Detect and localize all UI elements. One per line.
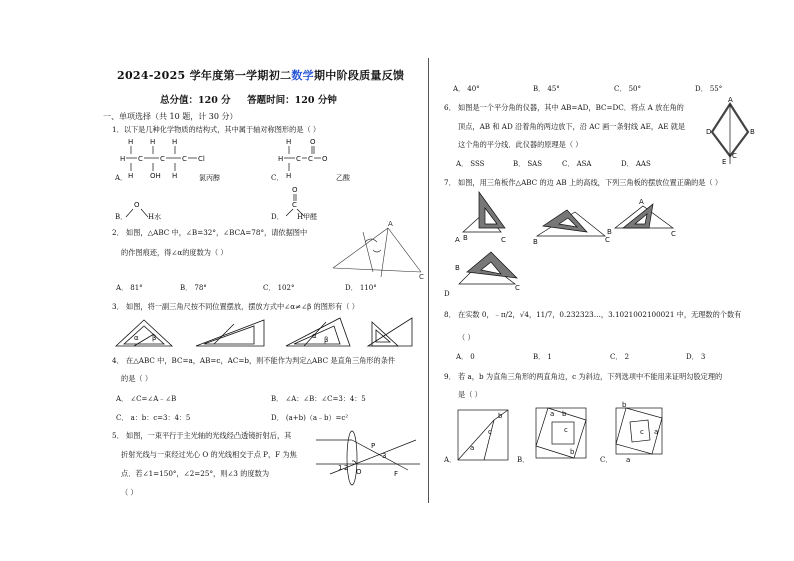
vertex-label: D — [706, 128, 712, 136]
q2-stem-2: 的作图痕迹，得∠α的度数为（ ） — [121, 248, 228, 257]
page-title — [117, 67, 404, 83]
vertex-label: A — [388, 220, 393, 228]
point-label: O — [356, 468, 362, 476]
q1-stem: 1．以下是几种化学物质的结构式，其中属于轴对称图形的是（ ） — [112, 125, 321, 134]
q3-stem: 3． 如图，将一副三角尺按不同位置摆放，摆放方式中∠α≠∠β 的图形有（ ） — [112, 302, 359, 311]
vertex-label: B — [607, 228, 612, 236]
vertex-label: B — [533, 238, 538, 246]
q8-stem-2: （ ） — [458, 333, 475, 342]
q2-option-c[interactable]: C． 102° — [263, 284, 295, 292]
atom: H — [286, 138, 292, 146]
atom: H — [120, 155, 126, 163]
title-part-1: 2024-2025 学年度第一学期初二 — [117, 69, 292, 82]
q4-stem-2: 的是（ ） — [121, 374, 153, 383]
vertex-label: E — [722, 158, 727, 166]
atom: C — [138, 155, 143, 163]
vertex-label: C — [671, 230, 676, 238]
side-label: c — [640, 428, 644, 436]
side-label: c — [488, 428, 492, 436]
angle-label: 1 — [338, 464, 343, 472]
q8-option-d[interactable]: D． 3 — [686, 353, 706, 361]
vertex-label: B — [463, 234, 468, 242]
vertex-label: C — [732, 152, 737, 160]
q1-formula-c — [278, 138, 338, 180]
atom: OH — [150, 172, 161, 180]
atom: O — [310, 138, 316, 146]
angle-label: α — [312, 332, 317, 340]
atom: H — [128, 172, 134, 180]
angle-label: α — [134, 334, 139, 342]
q6-option-d[interactable]: D． AAS — [621, 160, 651, 168]
score-time-line: 总分值：120 分 答题时间：120 分钟 — [160, 95, 337, 106]
vertex-label: C — [605, 236, 610, 244]
atom: H — [172, 138, 178, 146]
q6-angle-bisector-figure — [708, 98, 768, 166]
section-heading: 一、单项选择（共 10 题，计 30 分） — [103, 112, 238, 121]
atom: H — [286, 172, 292, 180]
vertex-label: C — [515, 284, 520, 292]
angle-label: β — [324, 336, 329, 344]
atom: C — [160, 155, 165, 163]
point-label: F — [394, 470, 399, 478]
atom: H — [128, 138, 134, 146]
q6-option-a[interactable]: A． SSS — [456, 160, 485, 168]
q4-option-c[interactable]: C． a：b：c=3：4：5 — [116, 414, 191, 422]
atom: C — [308, 155, 313, 163]
q5-stem: 5． 如图，一束平行于主光轴的光线经凸透镜折射后，其 — [112, 431, 292, 440]
q5-option-c[interactable]: C． 50° — [614, 85, 641, 93]
title-part-2: 期中阶段质量反馈 — [313, 69, 405, 82]
vertex-label: B — [750, 128, 755, 136]
q1-option-a-letter[interactable]: A． — [115, 174, 128, 182]
q9-figures — [454, 401, 664, 466]
q8-option-b[interactable]: B． 1 — [533, 353, 552, 361]
q7-option-d-letter[interactable]: D — [444, 290, 450, 298]
angle-label: 2 — [344, 464, 349, 472]
vertex-label: C — [501, 236, 506, 244]
q8-option-c[interactable]: C． 2 — [610, 353, 630, 361]
angle-label: β — [152, 334, 157, 342]
q6-stem: 6． 如图是一个平分角的仪器，其中 AB=AD，BC=DC．将点 A 放在角的 — [444, 103, 684, 112]
q1-option-d-letter[interactable]: D． — [271, 213, 284, 221]
vertex-label: C — [419, 273, 424, 281]
q5-stem-4: （ ） — [121, 488, 138, 497]
q1-option-b-name: H水 — [148, 213, 162, 221]
q4-option-a[interactable]: A． ∠C=∠A﹣∠B — [116, 395, 177, 403]
q6-option-b[interactable]: B． SAS — [513, 160, 543, 168]
side-label: b — [498, 412, 503, 420]
q1-formula-a — [120, 138, 210, 180]
atom: O — [322, 155, 328, 163]
side-label: b — [570, 448, 575, 456]
q1-option-b-letter[interactable]: B． — [115, 213, 128, 221]
q5-option-d[interactable]: D． 55° — [695, 85, 723, 93]
angle-label: 3 — [382, 452, 387, 460]
q2-stem: 2． 如图，△ABC 中，∠B=32°，∠BCA=78°，请依据图中 — [112, 228, 308, 237]
atom: C — [292, 201, 297, 209]
q7-figures — [455, 192, 685, 302]
side-label: c — [564, 426, 568, 434]
side-label: a — [654, 428, 659, 436]
q6-stem-3: 这个角的平分线．此仪器的原理是（ ） — [458, 140, 583, 149]
q5-lens-figure — [316, 428, 420, 488]
vertex-label: B — [455, 264, 460, 272]
q4-stem: 4． 在△ABC 中，BC=a，AB=c，AC=b，则不能作为判定△ABC 是直角三角形的条件 — [112, 356, 396, 365]
side-label: b — [622, 401, 627, 409]
q6-option-c[interactable]: C． ASA — [562, 160, 592, 168]
atom: Cl — [198, 155, 205, 163]
point-label: P — [371, 442, 376, 450]
q9-option-c[interactable]: C． — [600, 456, 613, 464]
q9-option-a[interactable]: A． — [444, 456, 457, 464]
q4-option-d[interactable]: D． (a+b)（a﹣b）=c² — [271, 414, 349, 422]
q8-stem: 8． 在实数 0，﹣π/2，√4，11/7，0.232323…，3.1021002100021 中，无理数的个数有 — [444, 310, 742, 319]
side-label: a — [470, 444, 475, 452]
atom: O — [292, 186, 298, 194]
q3-figures — [114, 316, 414, 354]
side-label: b — [562, 410, 567, 418]
q4-option-b[interactable]: B． ∠A：∠B：∠C=3：4：5 — [271, 395, 366, 403]
q1-option-c-name: 乙酸 — [336, 174, 350, 182]
q5-stem-2: 折射光线与一束经过光心 O 的光线相交于点 P，F 为焦 — [121, 450, 297, 459]
title-subject: 数学 — [291, 69, 314, 82]
q5-option-a[interactable]: A． 40° — [453, 85, 480, 93]
atom: H — [150, 138, 156, 146]
side-label: a — [550, 410, 555, 418]
q8-option-a[interactable]: A． 0 — [456, 353, 475, 361]
q9-option-b[interactable]: B． — [517, 456, 530, 464]
atom: H — [172, 172, 178, 180]
q2-figure — [333, 222, 423, 282]
vertex-label: A — [639, 198, 644, 206]
atom: H — [278, 155, 284, 163]
option-letter: A — [455, 236, 460, 244]
q2-option-a[interactable]: A． 81° — [116, 284, 143, 292]
q2-option-d[interactable]: D． 110° — [345, 284, 377, 292]
q9-stem: 9． 若 a，b 为直角三角形的两直角边，c 为斜边，下列选项中不能用来证明勾股定理的 — [444, 372, 723, 381]
q1-option-c-letter[interactable]: C． — [271, 174, 284, 182]
atom: C — [182, 155, 187, 163]
q2-option-b[interactable]: B． 78° — [180, 284, 207, 292]
q7-stem: 7． 如图，用三角板作△ABC 的边 AB 上的高线，下列三角板的摆放位置正确的是（ ） — [444, 178, 723, 187]
q1-option-d-name: H甲醛 — [297, 213, 318, 221]
atom: C — [296, 155, 301, 163]
q5-stem-3: 点．若∠1=150°，∠2=25°，则∠3 的度数为 — [121, 469, 270, 478]
q9-stem-2: 是（ ） — [458, 390, 482, 399]
q5-option-b[interactable]: B． 45° — [533, 85, 560, 93]
atom: O — [134, 201, 140, 209]
side-label: a — [626, 456, 631, 464]
vertex-label: A — [728, 96, 733, 104]
q1-option-a-name: 氯丙醇 — [199, 174, 220, 182]
column-divider — [428, 58, 429, 503]
q6-stem-2: 顶点，AB 和 AD 沿着角的两边放下，沿 AC 画一条射线 AE，AE 就是 — [458, 122, 686, 131]
